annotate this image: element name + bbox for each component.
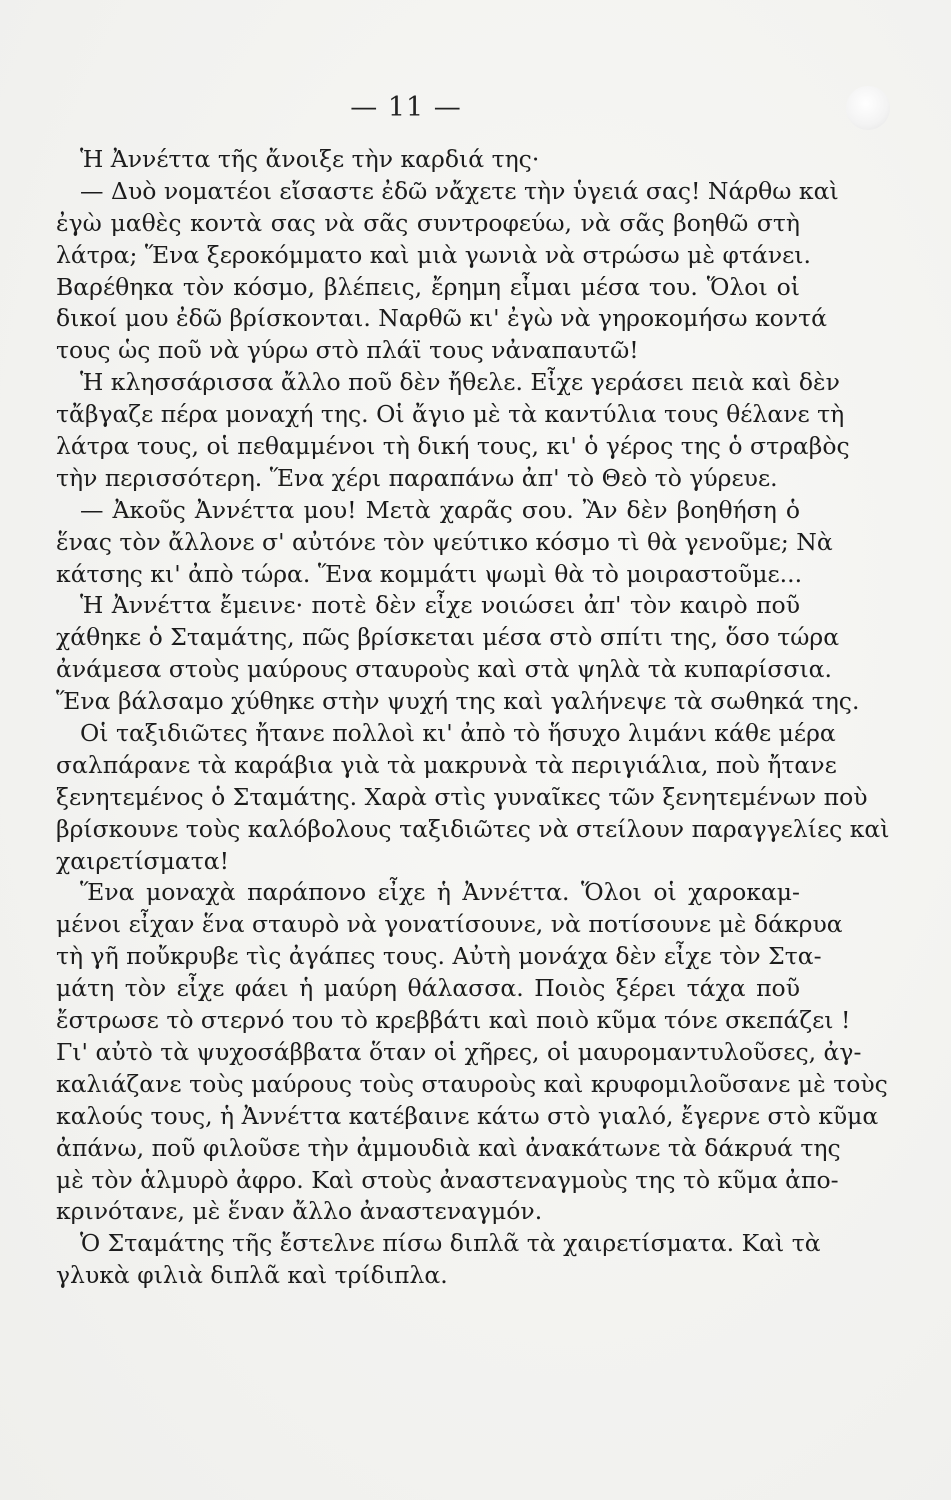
text-line: καλούς τους, ἡ Ἀννέττα κατέβαινε κάτω στὸ γιαλό, ἔγερνε στὸ κῦμα	[56, 1101, 879, 1130]
text-line: Ἡ κλησσάρισσα ἄλλο ποῦ δὲν ἤθελε. Εἶχε γεράσει πειὰ καὶ δὲν	[80, 368, 840, 397]
text-line: ἀνάμεσα στοὺς μαύρους σταυροὺς καὶ στὰ ψηλὰ τὰ κυπαρίσσια.	[56, 655, 833, 684]
text-line: χαιρετίσματα!	[56, 846, 230, 875]
text-line: λάτρα τους, οἱ πεθαμμένοι τὴ δική τους, κι' ὁ γέρος της ὁ στραβὸς	[56, 432, 850, 461]
text-line: Ἡ Ἀννέττα ἔμεινε· ποτὲ δὲν εἶχε νοιώσει ἀπ' τὸν καιρὸ ποῦ	[80, 591, 800, 620]
text-line: Γι' αὐτὸ τὰ ψυχοσάββατα ὅταν οἱ χῆρες, οἱ μαυρομαντυλοῦσες, ἀγ-	[56, 1037, 862, 1066]
text-line: Ἡ Ἀννέττα τῆς ἄνοιξε τὴν καρδιά της·	[80, 145, 540, 173]
text-line: τὴν περισσότερη. Ἕνα χέρι παραπάνω ἀπ' τὸ Θεὸ τὸ γύρευε.	[56, 463, 778, 492]
text-line: μάτη τὸν εἶχε φάει ἡ μαύρη θάλασσα. Ποιὸς ξέρει τάχα ποῦ	[56, 974, 800, 1003]
text-line: μένοι εἶχαν ἕνα σταυρὸ νὰ γονατίσουνε, νὰ ποτίσουνε μὲ δάκρυα	[56, 910, 843, 939]
text-line: ἐγὼ μαθὲς κοντὰ σας νὰ σᾶς συντροφεύω, νὰ σᾶς βοηθῶ στὴ	[56, 208, 800, 237]
text-line: ξενητεμένος ὁ Σταμάτης. Χαρὰ στὶς γυναῖκες τῶν ξενητεμένων ποὺ	[56, 782, 868, 811]
text-line: λάτρα; Ἕνα ξεροκόμματο καὶ μιὰ γωνιὰ νὰ στρώσω μὲ φτάνει.	[56, 240, 811, 269]
body-text	[56, 144, 890, 1292]
text-line: κάτσης κι' ἀπὸ τώρα. Ἕνα κομμάτι ψωμὶ θὰ τὸ μοιραστοῦμε...	[56, 559, 803, 588]
punch-hole-mark	[846, 86, 890, 130]
text-line: καλιάζανε τοὺς μαύρους τοὺς σταυροὺς καὶ κρυφομιλοῦσανε μὲ τοὺς	[56, 1069, 888, 1098]
text-line: κρινότανε, μὲ ἕναν ἄλλο ἀναστεναγμόν.	[56, 1197, 543, 1226]
text-line: Ἕνα μοναχὰ παράπονο εἶχε ἡ Ἀννέττα. Ὅλοι οἱ χαροκαμ-	[80, 878, 800, 907]
text-line: Ἕνα βάλσαμο χύθηκε στὴν ψυχή της καὶ γαλήνεψε τὰ σωθηκά της.	[56, 687, 860, 716]
text-line: Βαρέθηκα τὸν κόσμο, βλέπεις, ἔρημη εἶμαι μέσα του. Ὅλοι οἱ	[56, 272, 800, 301]
text-line: ἕνας τὸν ἄλλονε σ' αὐτόνε τὸν ψεύτικο κόσμο τὶ θὰ γενοῦμε; Νὰ	[56, 527, 833, 556]
text-line: γλυκὰ φιλιὰ διπλᾶ καὶ τρίδιπλα.	[56, 1261, 448, 1290]
text-line: σαλπάρανε τὰ καράβια γιὰ τὰ μακρυνὰ τὰ περιγιάλια, ποὺ ἤτανε	[56, 750, 837, 779]
text-line: βρίσκουνε τοὺς καλόβολους ταξιδιῶτες νὰ στείλουν παραγγελίες καὶ	[56, 814, 890, 843]
text-line: — Ἀκοῦς Ἀννέττα μου! Μετὰ χαρᾶς σου. Ἂν δὲν βοηθήση ὁ	[80, 495, 800, 524]
text-line: δικοί μου ἐδῶ βρίσκονται. Ναρθῶ κι' ἐγὼ νὰ γηροκομήσω κοντά	[56, 304, 827, 333]
text-line: μὲ τὸν ἁλμυρὸ ἀφρο. Καὶ στοὺς ἀναστεναγμοὺς της τὸ κῦμα ἀπο-	[56, 1165, 839, 1194]
text-line: Οἱ ταξιδιῶτες ἤτανε πολλοὶ κι' ἀπὸ τὸ ἥσυχο λιμάνι κάθε μέρα	[80, 719, 836, 748]
text-line: — Δυὸ νοματέοι εἴσαστε ἐδῶ νἄχετε τὴν ὑγειά σας! Νάρθω καὶ	[80, 176, 839, 205]
text-line: ἀπάνω, ποῦ φιλοῦσε τὴν ἀμμουδιὰ καὶ ἀνακάτωνε τὰ δάκρυά της	[56, 1133, 841, 1162]
text-line: τους ὡς ποῦ νὰ γύρω στὸ πλάϊ τους νἀναπαυτῶ!	[56, 336, 639, 365]
text-line: ἔστρωσε τὸ στερνό του τὸ κρεββάτι καὶ ποιὸ κῦμα τόνε σκεπάζει !	[56, 1006, 851, 1035]
text-line: τὴ γῆ ποὔκρυβε τὶς ἀγάπες τους. Αὐτὴ μονάχα δὲν εἶχε τὸν Στα-	[56, 942, 822, 971]
text-line: χάθηκε ὁ Σταμάτης, πῶς βρίσκεται μέσα στὸ σπίτι της, ὅσο τώρα	[56, 623, 840, 652]
text-line: τἄβγαζε πέρα μοναχή της. Οἱ ἄγιο μὲ τὰ καντύλια τους θέλανε τὴ	[56, 400, 845, 429]
text-line: Ὁ Σταμάτης τῆς ἔστελνε πίσω διπλᾶ τὰ χαιρετίσματα. Καὶ τὰ	[80, 1229, 821, 1258]
page-number: — 11 —	[350, 92, 462, 123]
